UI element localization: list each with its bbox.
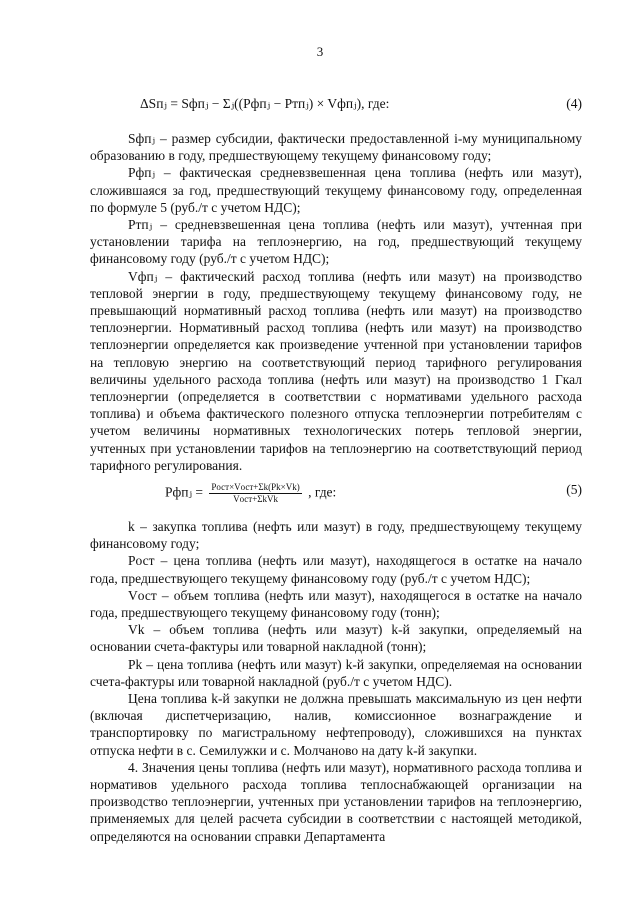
definition-paragraph: Vk – объем топлива (нефть или мазут) k-й закупки, определяемый на основании счета-фактуры или товарной накладной (тонн);	[90, 622, 582, 655]
formula-5-numerator: Pост×Vост+Σk(Pk×Vk)	[211, 482, 300, 492]
definitions-block-2	[90, 518, 582, 845]
definition-paragraph: Pост – цена топлива (нефть или мазут), находящегося в остатке на начало года, предшествующего текущему финансовому году (руб./т с учетом НДС);	[90, 553, 582, 586]
definition-paragraph: Sфпⱼ – размер субсидии, фактически предоставленной i-му муниципальному образованию в году, предшествующему текущему финансовому году;	[90, 131, 582, 164]
definition-paragraph: Vфпⱼ – фактический расход топлива (нефть или мазут) на производство тепловой энергии в году, предшествующему текущему финансовому году, не превышающий нормативный расход топлива (нефть или мазут) на производство теплоэнергии. Нормативный расход топлива (нефть или мазут) на производство теплоэнергии определяется как произведение учтенной при установлении тарифов на тепловую энергию на соответствующий период тарифного регулирования величины удельного расхода топлива (нефть или мазут) на производство 1 Гкал теплоэнергии (определяется в соответствии с нормативами удельного расхода топлива) и объема фактического полезного отпуска теплоэнергии потребителям с учетом величины нормативных технологических потерь тепловой энергии, учтенных при установлении тарифов на теплоэнергию на соответствующий период тарифного регулирования.	[90, 268, 582, 473]
definition-paragraph: k – закупка топлива (нефть или мазут) в году, предшествующему текущему финансовому году;	[90, 519, 582, 552]
definition-paragraph: Vост – объем топлива (нефть или мазут), находящегося в остатке на начало года, предшествующего текущему финансовому году (тонн);	[90, 587, 582, 621]
formula-5-expression	[165, 482, 336, 505]
formula-5	[90, 482, 582, 504]
body-paragraph: 4. Значения цены топлива (нефть или мазут), нормативного расхода топлива и нормативов удельного расхода топлива теплоснабжающей организации на производство теплоэнергии, учтенных при установлении тарифов на теплоэнергию, применяемых для целей расчета субсидии в соответствии с настоящей методикой, определяются на основании справки Департамента	[90, 759, 582, 844]
page-number: 3	[316, 44, 324, 59]
formula-5-fraction	[209, 482, 301, 505]
formula-5-number: (5)	[566, 482, 582, 497]
formula-5-denominator: Vост+ΣkVk	[233, 493, 279, 504]
definitions-block-1	[90, 130, 582, 474]
formula-4-expression: ΔSпⱼ = Sфпⱼ − Σⱼ((Рфпⱼ − Ртпⱼ) × Vфпⱼ), где:	[140, 96, 390, 111]
definition-paragraph: Ртпⱼ – средневзвешенная цена топлива (нефть или мазут), учтенная при установлении тарифа на теплоэнергию, на год, предшествующий текущему финансовому году (руб./т с учетом НДС);	[90, 217, 582, 267]
definition-paragraph: Pk – цена топлива (нефть или мазут) k-й закупки, определяемая на основании счета-фактуры или товарной накладной (руб./т с учетом НДС).	[90, 656, 582, 689]
body-paragraph: Цена топлива k-й закупки не должна превышать максимальную из цен нефти (включая диспетчеризацию, налив, комиссионное вознаграждение и транспортировку по магистральному нефтепроводу), сложившихся на пунктах отпуска нефти в с. Семилужки и с. Молчаново на дату k-й закупки.	[90, 691, 582, 758]
formula-5-lhs: Рфпⱼ =	[165, 484, 204, 500]
formula-4-number: (4)	[566, 96, 582, 111]
formula-4	[90, 96, 582, 118]
formula-5-suffix: , где:	[308, 484, 337, 500]
definition-paragraph: Рфпⱼ – фактическая средневзвешенная цена топлива (нефть или мазут), сложившаяся за год, предшествующий текущему финансовому году, определенная по формуле 5 (руб./т с учетом НДС);	[90, 165, 582, 215]
